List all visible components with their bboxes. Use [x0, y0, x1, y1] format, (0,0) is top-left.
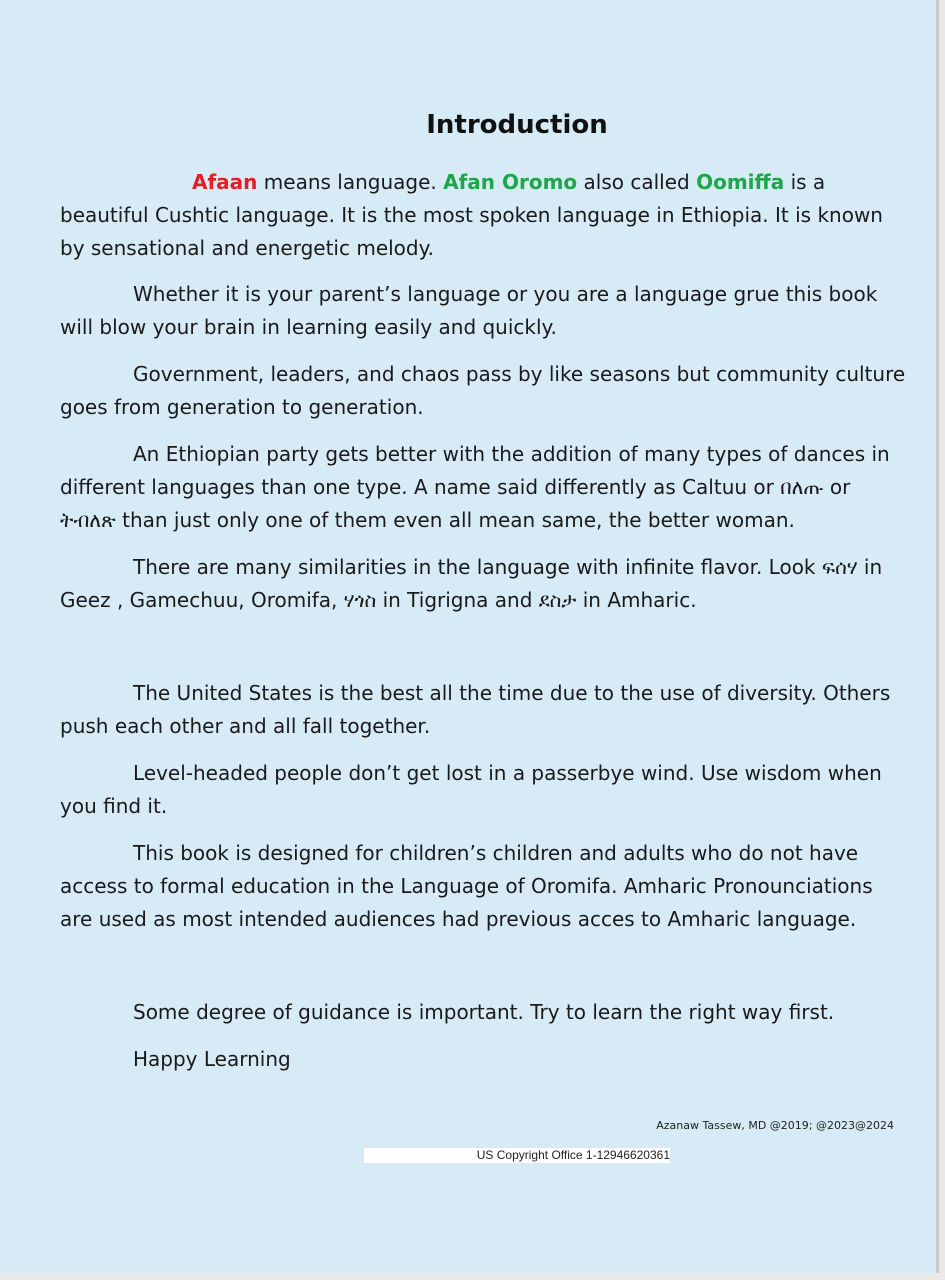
- paragraph-level-headed: Level-headed people don’t get lost in a passerbye wind. Use wisdom when you find it.: [60, 761, 882, 818]
- afan-oromo-term: Afan Oromo: [443, 170, 578, 194]
- paragraph-similarities: There are many similarities in the language with infinite flavor. Look ፍሰሃ in Geez , Gamechuu, Oromifa, ሃጎስ in Tigrigna and ደስታ in Amharic.: [60, 555, 883, 612]
- paragraph-united-states: The United States is the best all the time due to the use of diversity. Others push each other and all fall together.: [60, 681, 891, 738]
- paragraph-parent-language: Whether it is your parent’s language or you are a language grue this book will blow your brain in learning easily and quickly.: [60, 282, 878, 339]
- author-signature: Azanaw Tassew, MD @2019; @2023@2024: [656, 1119, 894, 1132]
- copyright-notice: US Copyright Office 1-12946620361: [364, 1148, 670, 1163]
- intro-text-2: also called: [577, 170, 697, 194]
- afaan-term: Afaan: [192, 170, 258, 194]
- paragraph-ethiopian-party: An Ethiopian party gets better with the addition of many types of dances in different languages than one type. A name said differently as Caltuu or በለጡ or ትብለጽ than just only one of them even all mean same, the better woman.: [60, 442, 890, 532]
- intro-paragraph: [60, 166, 906, 265]
- page-title: Introduction: [426, 110, 608, 140]
- intro-text-1: means language.: [257, 170, 444, 194]
- paragraph-culture: Government, leaders, and chaos pass by like seasons but community culture goes from generation to generation.: [60, 362, 906, 419]
- intro-text-3: is a beautiful Cushtic language. It is the most spoken language in Ethiopia. It is known by sensational and energetic melody.: [60, 170, 883, 260]
- oomiffa-term: Oomiffa: [696, 170, 785, 194]
- closing-line: Happy Learning: [133, 1047, 291, 1071]
- paragraph-book-design: This book is designed for children’s children and adults who do not have access to formal education in the Language of Oromifa. Amharic Pronounciations are used as most intended audiences had previous acces to Amharic language.: [60, 841, 873, 931]
- paragraph-guidance: Some degree of guidance is important. Try to learn the right way first.: [133, 1000, 835, 1024]
